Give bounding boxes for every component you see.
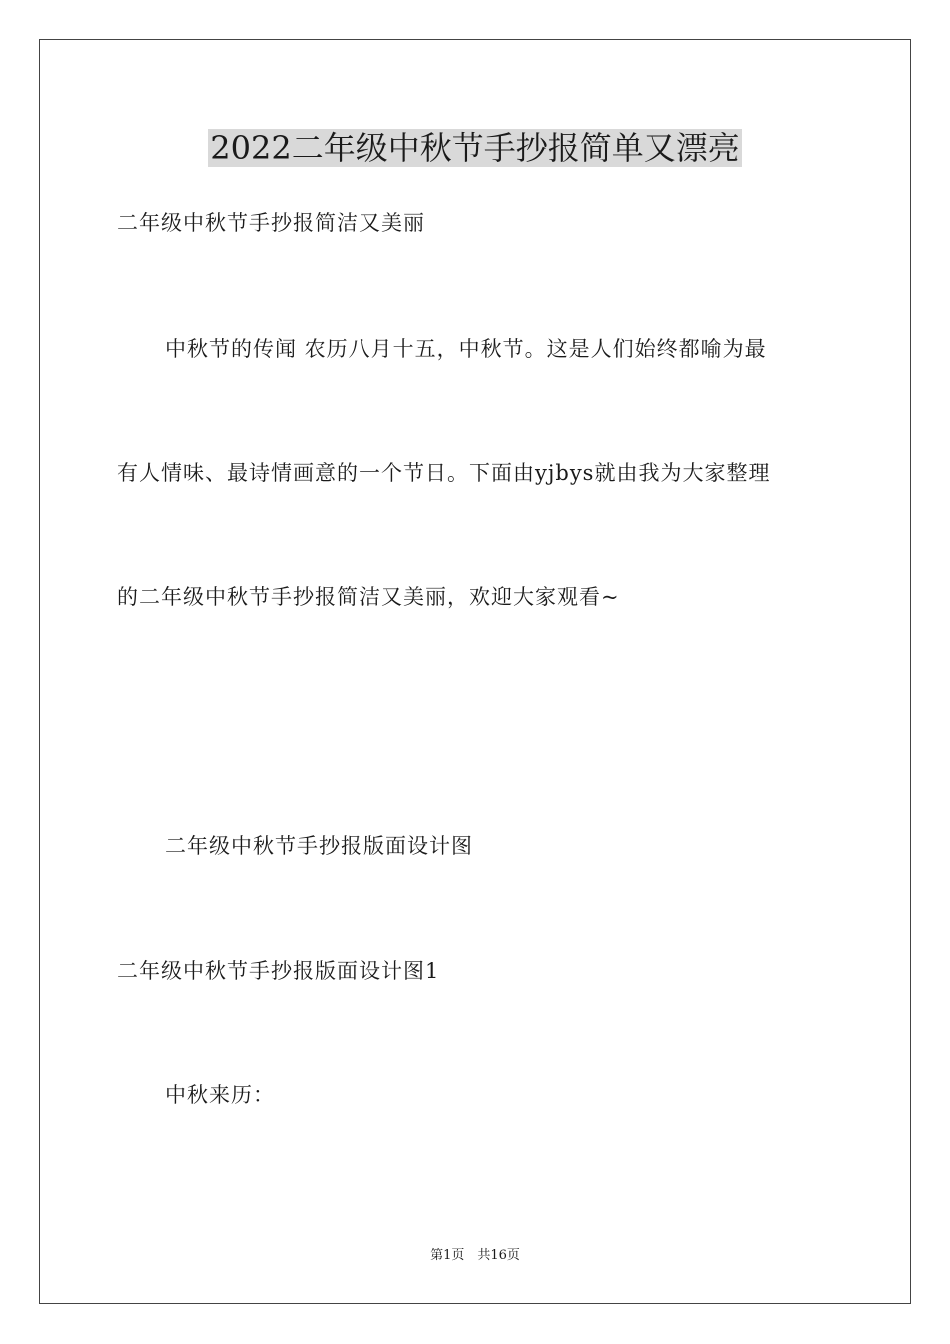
document-title-text: 2022二年级中秋节手抄报简单又漂亮	[210, 129, 740, 167]
document-title	[0, 126, 950, 170]
subtitle-line: 二年级中秋节手抄报简洁又美丽	[117, 211, 425, 235]
paragraph-line: 中秋节的传闻 农历八月十五，中秋节。这是人们始终都喻为最	[165, 337, 767, 361]
page-footer: 第1页 共16页	[430, 1248, 520, 1263]
section-heading: 二年级中秋节手抄报版面设计图	[165, 834, 473, 858]
paragraph-line: 的二年级中秋节手抄报简洁又美丽，欢迎大家观看~	[117, 585, 620, 609]
paragraph-line: 有人情味、最诗情画意的一个节日。下面由yjbys就由我为大家整理	[117, 461, 771, 485]
section-heading: 二年级中秋节手抄报版面设计图1	[117, 959, 440, 983]
section-heading: 中秋来历：	[165, 1083, 275, 1107]
